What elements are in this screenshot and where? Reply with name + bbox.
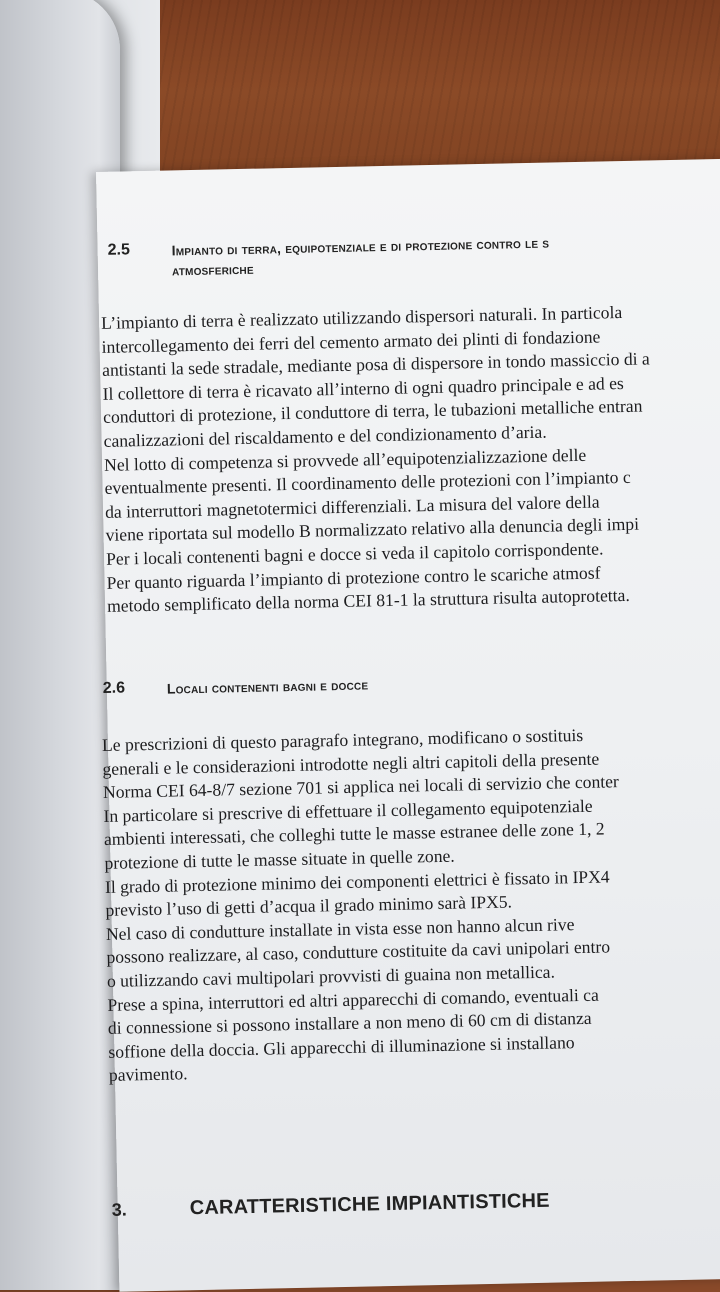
text-line: Norma CEI 64-8/7 sezione 701 si applica nei locali di servizio che conter [102,771,620,803]
section-title: Impianto di terra, equipotenziale e di protezione contro le s atmosferiche [171,234,550,279]
text-line: viene riportata sul modello B normalizzato relativo alla denuncia degli impi [105,514,640,546]
text-line: antistanti la sede stradale, mediante posa di dispersore in tondo massiccio di a [101,348,650,381]
text-line: pavimento. [108,1063,188,1086]
chapter-heading-3 [112,1191,550,1221]
text-line: In particolare si prescrive di effettuare il collegamento equipotenziale [103,795,593,826]
document-page [96,159,720,1292]
text-line: L’impianto di terra è realizzato utilizzando dispersori naturali. In particola [100,302,623,333]
text-line: da interruttori magnetotermici differenziali. La misura del valore della [104,491,600,522]
chapter-number: 3. [111,1199,127,1220]
section-number: 2.6 [102,679,126,697]
text-line: intercollegamento dei ferri del cemento armato dei plinti di fondazione [101,326,601,357]
text-line: possono realizzare, al caso, condutture costituite da cavi unipolari entro [106,936,611,968]
text-line: eventualmente presenti. Il coordinamento delle protezioni con l’impianto c [104,467,631,499]
text-line: di connessione si possono installare a non meno di 60 cm di distanza [107,1007,592,1039]
text-line: protezione di tutte le masse situate in quelle zone. [104,845,455,873]
text-line: soffione della doccia. Gli apparecchi di illuminazione si installano [108,1031,575,1062]
text-line: canalizzazioni del riscaldamento e del condizionamento d’aria. [103,421,547,451]
page-content [100,228,720,1220]
text-line: generali e le considerazioni introdotte negli altri capitoli della presente [102,748,600,779]
text-line: Il grado di protezione minimo dei componenti elettrici è fissato in IPX4 [104,865,610,897]
section-title: Locali contenenti bagni e docce [166,676,369,697]
text-line: ambienti interessati, che colleghi tutte le masse estranee delle zone 1, 2 [103,818,605,850]
chapter-title: CARATTERISTICHE IMPIANTISTICHE [189,1189,550,1220]
text-line: Le prescrizioni di questo paragrafo integrano, modificano o sostituis [101,724,584,755]
section-heading-2-6 [103,674,369,700]
text-line: Prese a spina, interruttori ed altri apparecchi di comando, eventuali ca [107,984,599,1015]
section-2-6-body [102,723,625,1088]
section-number: 2.5 [107,241,131,259]
text-line: Per quanto riguarda l’impianto di protezione contro le scariche atmosf [106,562,601,593]
text-line: Per i locali contenenti bagni e docce si veda il capitolo corrispondente. [105,538,604,569]
text-line: o utilizzando cavi multipolari provvisti di guaina non metallica. [106,961,556,991]
text-line: Nel lotto di competenza si provvede all’equipotenzializzazione delle [103,444,587,475]
text-line: Nel caso di condutture installate in vista esse non hanno alcun rive [105,913,575,944]
text-line: previsto l’uso di getti d’acqua il grado minimo sarà IPX5. [105,891,513,921]
text-line: conduttori di protezione, il conduttore di terra, le tubazioni metalliche entran [102,395,643,428]
section-2-5-body [101,300,655,618]
text-line: metodo semplificato della norma CEI 81-1 la struttura risulta autoprotetta. [106,585,630,616]
section-heading-2-5 [107,233,549,282]
text-line: Il collettore di terra è ricavato all’interno di ogni quadro principale e ad es [102,372,624,404]
